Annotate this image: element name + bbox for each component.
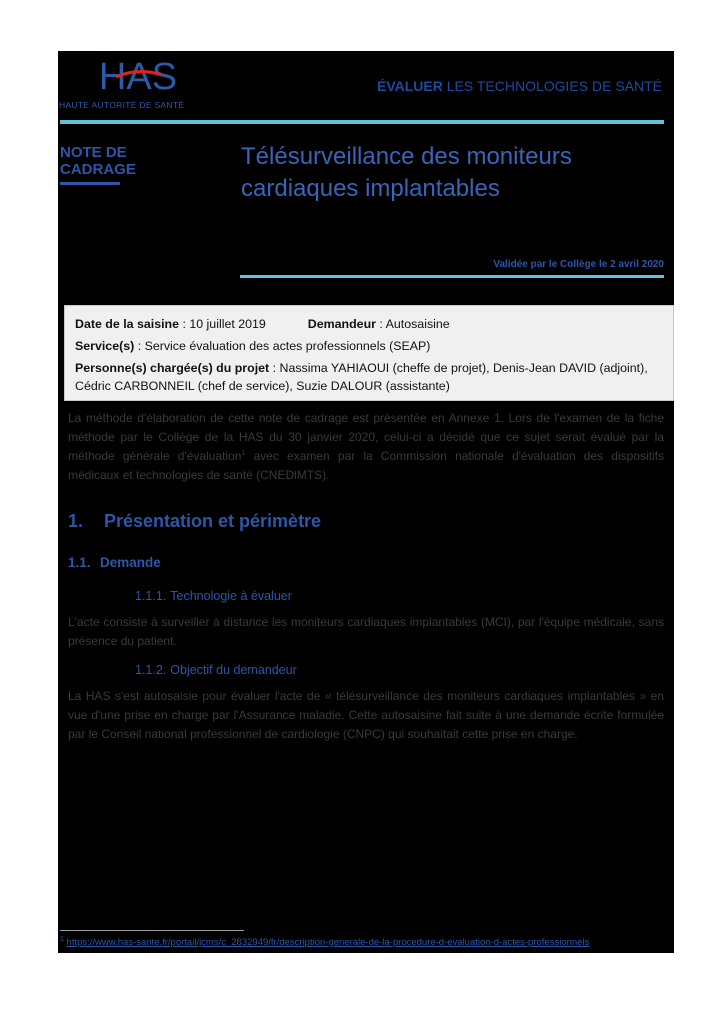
demandeur-label: Demandeur [307, 317, 376, 331]
info-row-persons [75, 359, 663, 395]
document-type: NOTE DE CADRAGE [60, 144, 136, 178]
section-header-rest: LES TECHNOLOGIES DE SANTÉ [442, 78, 662, 94]
footnote-link[interactable]: https://www.has-sante.fr/portail/jcms/c_2832949/fr/description-generale-de-la-procedure-d-evaluation-d-actes-professionnels [66, 937, 590, 948]
heading-section-1-1 [68, 555, 161, 570]
heading-text: Présentation et périmètre [104, 511, 322, 531]
validation-date: Validée par le Collège le 2 avril 2020 [493, 259, 664, 270]
date-label: Date de la saisine [75, 317, 179, 331]
heading-number: 1.1.2. [135, 663, 167, 677]
date-value: : 10 juillet 2019 [179, 317, 266, 331]
header-rule [60, 120, 664, 124]
logo-subtitle: HAUTE AUTORITÉ DE SANTÉ [59, 100, 185, 110]
intro-text-2: avec examen par la Commission nationale d'évaluation des dispositifs médicaux et technologies de santé (CNEDiMTS). [68, 449, 664, 482]
heading-section-1 [68, 511, 321, 532]
persons-label: Personne(s) chargée(s) du projet [75, 361, 270, 375]
persons-value: : Nassima YAHIAOUI (cheffe de projet), Denis-Jean DAVID (adjoint), Cédric CARBONNEIL (chef de service), Suzie DALOUR (assistante) [75, 361, 648, 393]
footnote-separator [60, 930, 244, 931]
info-box [64, 305, 674, 401]
heading-number: 1.1. [68, 555, 91, 570]
intro-paragraph [68, 409, 664, 485]
heading-text: Demande [100, 555, 161, 570]
heading-text: Technologie à évaluer [170, 589, 292, 603]
footnote [60, 937, 589, 948]
has-logo [92, 53, 184, 99]
demandeur-value: : Autosaisine [375, 317, 450, 331]
paragraph-technologie: L'acte consiste à surveiller à distance les moniteurs cardiaques implantables (MCI), par l'équipe médicale, sans présence du patient. [68, 615, 664, 648]
document-title: Télésurveillance des moniteurs cardiaques implantables [241, 143, 572, 202]
intro-text-1: La méthode d'élaboration de cette note de cadrage est présentée en Annexe 1. Lors de l'examen de la fiche méthode par le Collège de la HAS du 30 janvier 2020, celui-ci a décidé que ce sujet serait évalué par la méthode générale d'évaluation [68, 411, 664, 463]
footnote-number: 1 [60, 935, 64, 943]
info-row-date [75, 315, 663, 333]
validation-rule [240, 275, 664, 278]
service-label: Service(s) [75, 339, 135, 353]
has-logo-text: HAS [98, 56, 178, 98]
heading-section-1-1-2 [135, 663, 297, 677]
footnote-ref[interactable]: 1 [241, 450, 246, 457]
heading-section-1-1-1 [135, 589, 292, 603]
heading-number: 1. [68, 511, 84, 531]
heading-number: 1.1.1. [135, 589, 167, 603]
document-page [58, 51, 674, 953]
paragraph-objectif: La HAS s'est autosaisie pour évaluer l'acte de « télésurveillance des moniteurs cardiaques implantables » en vue d'une prise en charge par l'Assurance maladie. Cette autosaisine fait suite à une demande écrite formulée par le Conseil national professionnel de cardiologie (CNPC) qui souhaitait cette prise en charge. [68, 689, 664, 741]
service-value: : Service évaluation des actes professionnels (SEAP) [134, 339, 431, 353]
heading-text: Objectif du demandeur [170, 663, 297, 677]
section-header-bold: ÉVALUER [377, 78, 443, 94]
section-header [377, 78, 662, 94]
document-type-underline [60, 182, 120, 185]
info-row-service [75, 337, 663, 355]
